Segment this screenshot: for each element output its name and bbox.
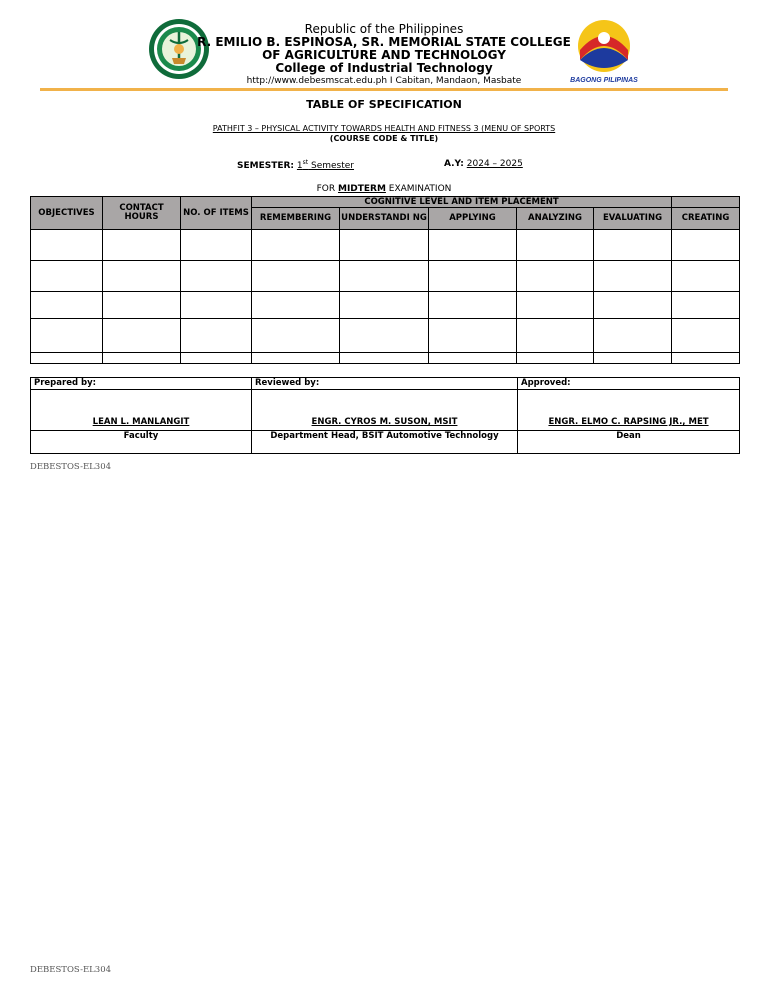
table-cell[interactable] <box>181 230 252 261</box>
table-cell[interactable] <box>252 261 340 292</box>
table-cell[interactable] <box>181 261 252 292</box>
header-applying: APPLYING <box>429 208 517 230</box>
college-header-text <box>150 23 618 88</box>
reviewed-position: Department Head, BSIT Automotive Technology <box>252 431 518 454</box>
approved-label: Approved: <box>518 378 740 390</box>
header-evaluating: EVALUATING <box>594 208 672 230</box>
header-analyzing: ANALYZING <box>517 208 594 230</box>
course-code-label: (COURSE CODE & TITLE) <box>329 134 439 143</box>
header-cognitive-level: COGNITIVE LEVEL AND ITEM PLACEMENT <box>252 197 672 208</box>
specification-table <box>30 196 740 364</box>
table-row <box>31 353 740 364</box>
approved-name: ENGR. ELMO C. RAPSING JR., MET <box>518 390 740 431</box>
header-contact-hours: CONTACT HOURS <box>103 197 181 230</box>
exam-prefix: FOR <box>316 184 338 194</box>
table-cell[interactable] <box>517 319 594 353</box>
header-objectives: OBJECTIVES <box>31 197 103 230</box>
signatory-labels-row <box>31 378 740 390</box>
approved-position: Dean <box>518 431 740 454</box>
course-title: PATHFIT 3 – PHYSICAL ACTIVITY TOWARDS HEALTH AND FITNESS 3 (MENU OF SPORTS <box>212 124 556 133</box>
bagong-pilipinas-text: BAGONG PILIPINAS <box>570 77 638 84</box>
table-cell[interactable] <box>672 261 740 292</box>
table-cell[interactable] <box>103 230 181 261</box>
exam-term: MIDTERM <box>337 184 386 194</box>
semester-word: Semester <box>308 161 355 171</box>
header-understanding: UNDERSTANDI NG <box>340 208 429 230</box>
ay-value: 2024 – 2025 <box>466 159 523 169</box>
table-cell[interactable] <box>31 319 103 353</box>
table-cell[interactable] <box>340 292 429 319</box>
table-cell[interactable] <box>252 353 340 364</box>
table-cell[interactable] <box>31 353 103 364</box>
prepared-name: LEAN L. MANLANGIT <box>31 390 252 431</box>
academic-year-field <box>444 159 523 169</box>
reviewed-name: ENGR. CYROS M. SUSON, MSIT <box>252 390 518 431</box>
semester-ordinal: st <box>302 159 309 166</box>
table-cell[interactable] <box>340 353 429 364</box>
table-cell[interactable] <box>31 230 103 261</box>
prepared-by-label: Prepared by: <box>31 378 252 390</box>
document-header <box>0 0 768 92</box>
table-cell[interactable] <box>594 292 672 319</box>
college-name-line2: OF AGRICULTURE AND TECHNOLOGY <box>262 48 506 62</box>
table-cell[interactable] <box>340 319 429 353</box>
table-cell[interactable] <box>594 353 672 364</box>
header-creating: CREATING <box>672 208 740 230</box>
table-cell[interactable] <box>429 230 517 261</box>
table-cell[interactable] <box>252 292 340 319</box>
table-cell[interactable] <box>429 319 517 353</box>
signatory-names-row <box>31 390 740 431</box>
table-cell[interactable] <box>103 319 181 353</box>
table-cell[interactable] <box>252 319 340 353</box>
table-cell[interactable] <box>181 319 252 353</box>
table-row <box>31 292 740 319</box>
table-cell[interactable] <box>594 319 672 353</box>
semester-field <box>237 159 354 171</box>
college-unit: College of Industrial Technology <box>275 61 493 75</box>
table-cell[interactable] <box>517 353 594 364</box>
table-cell[interactable] <box>429 261 517 292</box>
table-cell[interactable] <box>181 353 252 364</box>
table-cell[interactable] <box>340 230 429 261</box>
table-cell[interactable] <box>594 230 672 261</box>
signatories-table <box>30 377 740 454</box>
table-cell[interactable] <box>252 230 340 261</box>
table-cell[interactable] <box>429 292 517 319</box>
exam-line <box>0 184 768 194</box>
table-cell[interactable] <box>429 353 517 364</box>
header-no-of-items: NO. OF ITEMS <box>181 197 252 230</box>
signatory-positions-row <box>31 431 740 454</box>
header-cognitive-extra <box>672 197 740 208</box>
table-cell[interactable] <box>340 261 429 292</box>
table-cell[interactable] <box>517 261 594 292</box>
republic-line: Republic of the Philippines <box>304 22 464 36</box>
table-cell[interactable] <box>594 261 672 292</box>
table-row <box>31 230 740 261</box>
bagong-pilipinas-logo-icon <box>570 14 638 86</box>
table-cell[interactable] <box>103 353 181 364</box>
header-remembering: REMEMBERING <box>252 208 340 230</box>
semester-label: SEMESTER: <box>237 161 295 171</box>
reviewed-by-label: Reviewed by: <box>252 378 518 390</box>
table-cell[interactable] <box>31 261 103 292</box>
form-code-top: DEBESTOS-EL304 <box>30 462 112 472</box>
table-row <box>31 319 740 353</box>
table-cell[interactable] <box>517 230 594 261</box>
table-cell[interactable] <box>672 353 740 364</box>
table-cell[interactable] <box>672 292 740 319</box>
ay-label: A.Y: <box>444 159 464 169</box>
college-name-line1: R. EMILIO B. ESPINOSA, SR. MEMORIAL STATE COLLEGE <box>197 35 571 49</box>
page-title: TABLE OF SPECIFICATION <box>306 98 462 111</box>
form-code-bottom: DEBESTOS-EL304 <box>30 965 112 975</box>
table-cell[interactable] <box>103 292 181 319</box>
table-row <box>31 261 740 292</box>
table-cell[interactable] <box>31 292 103 319</box>
table-cell[interactable] <box>672 319 740 353</box>
semester-value <box>297 161 354 171</box>
exam-suffix: EXAMINATION <box>385 184 452 194</box>
table-cell[interactable] <box>181 292 252 319</box>
table-cell[interactable] <box>517 292 594 319</box>
prepared-position: Faculty <box>31 431 252 454</box>
table-cell[interactable] <box>672 230 740 261</box>
table-cell[interactable] <box>103 261 181 292</box>
semester-number: 1 <box>296 161 303 171</box>
header-divider <box>40 88 728 91</box>
college-website: http://www.debesmscat.edu.ph I Cabitan, Mandaon, Masbate <box>246 76 522 86</box>
